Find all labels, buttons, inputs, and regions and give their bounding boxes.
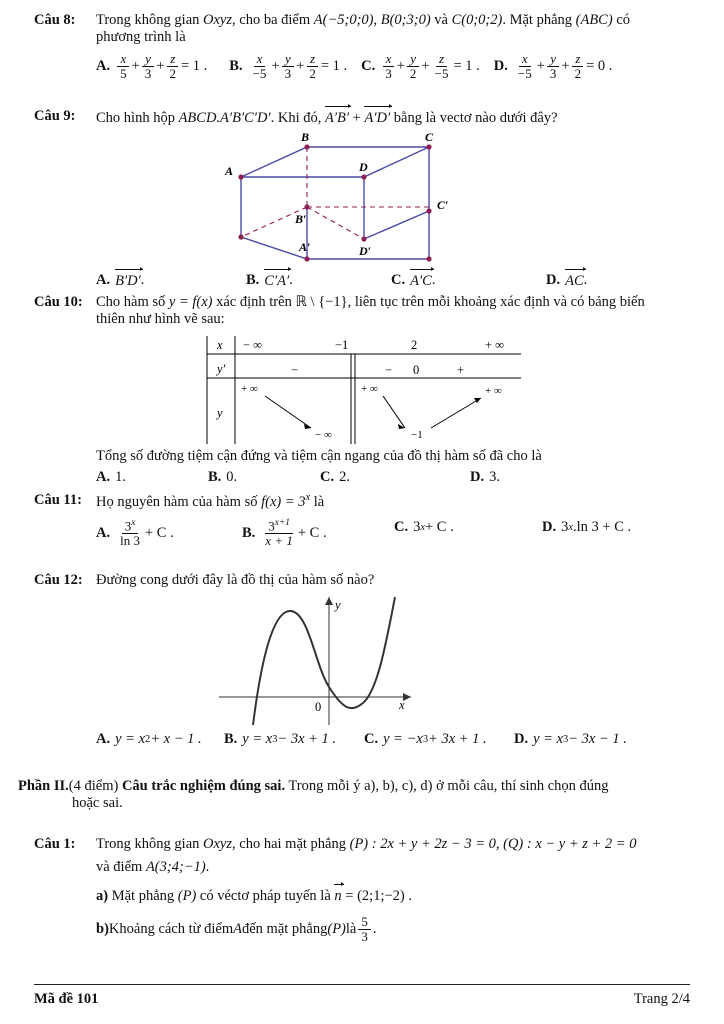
y-val-2: + ∞ <box>361 383 378 395</box>
question-10 <box>34 294 694 486</box>
y-val-3: −1 <box>411 429 423 441</box>
x-val-2: 2 <box>411 338 418 352</box>
yp-val-2: 0 <box>413 363 420 377</box>
q8-text1: Trong không gian <box>96 12 204 28</box>
part-2-line2: hoặc sai. <box>72 795 123 811</box>
question-9-stem: Cho hình hộp ABCD.A′B′C′D′. Khi đó, A′B′ + A′D′ bằng là vectơ nào dưới đây? <box>96 110 558 126</box>
question-12-options <box>96 731 694 748</box>
row-yp-name: y′ <box>217 362 226 376</box>
part-2-label: Phần II. <box>18 778 69 794</box>
question-10-label: Câu 10: <box>34 294 83 310</box>
origin-label: 0 <box>315 700 322 714</box>
option-c-label: C. <box>361 57 376 74</box>
figure-label-C: C <box>425 130 434 144</box>
option-b[interactable]: B. y = x 3 − 3x + 1 . <box>224 731 337 747</box>
option-a[interactable]: A. $\frac{x}{5}$ + $\frac{y}{3}$ + $\frac{z}{2}$ = 1 . <box>96 51 208 81</box>
q10-question-text: Tổng số đường tiệm cận đứng và tiệm cận ngang của đồ thị hàm số đã cho là <box>96 448 542 464</box>
figure-label-B: B <box>301 130 310 144</box>
q10-line2: thiên như hình vẽ sau: <box>96 311 225 327</box>
question-9-label: Câu 9: <box>34 108 76 124</box>
axis-label-x: x <box>399 698 405 712</box>
question-11-label: Câu 11: <box>34 492 82 508</box>
part2-q1-statement-a: a) Mặt phẳng (P) có véctơ pháp tuyến là n = (2;1;−2) . <box>96 888 412 904</box>
page-number: Trang 2/4 <box>633 991 690 1007</box>
part-2-heading <box>18 778 698 812</box>
q9-vec2: A′D′ <box>364 110 391 126</box>
q8-oxyz: Oxyz <box>203 12 233 28</box>
plane-q-equation: (Q) : x − y + z + 2 = 0 <box>503 836 637 852</box>
q10-domain-set: ℝ \ {−1} <box>295 294 348 310</box>
exam-code: Mã đề 101 <box>34 991 99 1007</box>
part2-question-1-label: Câu 1: <box>34 836 76 852</box>
part-2-line1: Phần II.(4 điểm) Câu trắc nghiệm đúng sai. Trong mỗi ý a), b), c), d) ở mỗi câu, thí sinh chọn đúng <box>18 778 609 794</box>
page-footer <box>34 984 690 1008</box>
option-a-frac1: $\frac{x}{5}$ <box>117 52 130 80</box>
option-c[interactable]: C. 3 x + C . <box>394 518 454 535</box>
question-9 <box>34 108 694 290</box>
q10-function: y = f(x) <box>168 294 213 310</box>
y-val-0: + ∞ <box>241 383 258 395</box>
q8-point-b: B(0;3;0) <box>380 12 431 28</box>
figure-label-B-prime: B′ <box>295 212 307 226</box>
option-a[interactable]: A. y = x 2 + x − 1 . <box>96 731 202 747</box>
option-d[interactable]: D. 3 x .ln 3 + C . <box>542 518 632 535</box>
x-val-0: − ∞ <box>243 338 263 352</box>
q8-text2: , cho ba điểm <box>232 12 314 28</box>
q8-plane: (ABC) <box>575 12 613 28</box>
option-a[interactable]: A. B′D′ . <box>96 272 145 289</box>
option-d[interactable]: D. y = x 3 − 3x − 1 . <box>514 731 627 747</box>
question-12 <box>34 572 694 748</box>
option-c[interactable]: C. $\frac{x}{3}$ + $\frac{y}{2}$ + $\frac{z}{-5}$ = 1 . <box>361 51 480 81</box>
option-d[interactable]: D. AC . <box>546 272 588 289</box>
option-b[interactable]: B. $\frac{3^{x+1}}{x + 1}$ + C . <box>242 517 327 548</box>
y-val-1: − ∞ <box>315 429 332 441</box>
x-val-1: −1 <box>335 338 349 352</box>
part2-q1-line2: và điểm A(3;4;−1). <box>96 859 210 875</box>
variation-table <box>34 332 694 448</box>
option-d[interactable]: D. 3. <box>470 469 500 485</box>
x-val-3: + ∞ <box>485 338 505 352</box>
option-d-label: D. <box>493 57 508 74</box>
option-a-label: A. <box>96 57 111 74</box>
question-10-options <box>96 469 694 486</box>
q8-text3: . Mặt phẳng <box>502 12 576 28</box>
q8-point-a: A(−5;0;0) <box>313 12 374 28</box>
y-val-4: + ∞ <box>485 385 502 397</box>
q8-comma: , <box>373 12 381 28</box>
plane-p-equation: (P) : 2x + y + 2z − 3 = 0, <box>349 836 500 852</box>
question-11 <box>34 492 694 547</box>
figure-label-A-prime: A′ <box>299 240 311 254</box>
option-b[interactable]: B. 0. <box>208 469 238 485</box>
option-a[interactable]: A. $\frac{3^x}{\ln 3}$ + C . <box>96 517 174 548</box>
question-8-options <box>96 52 694 80</box>
figure-label-D: D <box>359 160 368 174</box>
question-9-options <box>96 271 694 290</box>
part2-q1-statement-b: b) Khoảng cách từ điểm A đến mặt phẳng (P) là $\frac{5}{3}$ . <box>96 914 377 944</box>
yp-val-3: + <box>457 363 465 377</box>
q8-text4: có <box>612 12 630 28</box>
figure-label-A: A <box>225 164 234 178</box>
question-12-stem: Đường cong dưới đây là đồ thị của hàm số nào? <box>96 572 375 588</box>
part2-question-1 <box>34 836 694 943</box>
question-8 <box>34 12 694 80</box>
yp-val-0: − <box>291 363 299 377</box>
option-b-label: B. <box>229 57 243 74</box>
parallelepiped-figure <box>34 129 694 269</box>
q9-text2: . Khi đó, <box>270 110 325 126</box>
yp-val-1: − <box>385 363 393 377</box>
option-b[interactable]: B. C′A′ . <box>246 272 293 289</box>
q9-box: ABCD.A′B′C′D′ <box>178 110 271 126</box>
q9-vec1: A′B′ <box>324 110 350 126</box>
question-12-label: Câu 12: <box>34 572 83 588</box>
row-y-name: y <box>217 406 223 420</box>
option-c[interactable]: C. 2. <box>320 469 350 485</box>
question-8-stem <box>96 12 694 46</box>
figure-label-D-prime: D′ <box>359 244 372 258</box>
option-c[interactable]: C. A′C . <box>391 272 436 289</box>
question-8-label: Câu 8: <box>34 12 76 28</box>
part2-question-1-stem: Trong không gian Oxyz, cho hai mặt phẳng (P) : 2x + y + 2z − 3 = 0, (Q) : x − y + z + 2 = 0 và điểm A(3;4;−1). a) Mặt phẳng (P) có véctơ pháp tuyến là n = (2;1;−2) . b) Khoảng cách từ điểm A đến mặt phẳng (P) là $\frac{5}{3}$ . <box>96 836 694 943</box>
row-x-name: x <box>217 338 223 352</box>
normal-vector: n <box>334 888 342 904</box>
q8-and: và <box>430 12 452 28</box>
figure-label-C-prime: C′ <box>437 198 449 212</box>
question-11-options <box>96 519 694 548</box>
q9-text3: bằng là vectơ nào dưới đây? <box>390 110 558 126</box>
q8-point-c: C(0;0;2) <box>451 12 503 28</box>
point-a: A(3;4;−1) <box>145 859 206 875</box>
cubic-graph-figure <box>34 591 694 731</box>
option-d[interactable]: D. $\frac{x}{-5}$ + $\frac{y}{3}$ + $\frac{z}{2}$ = 0 . <box>493 51 613 81</box>
part-2-title: Câu trắc nghiệm đúng sai. <box>121 778 286 794</box>
option-a-frac2: $\frac{y}{3}$ <box>142 52 155 80</box>
option-a-frac3: $\frac{z}{2}$ <box>166 52 179 80</box>
question-10-stem: Cho hàm số y = f(x) xác định trên ℝ \ {−1}, liên tục trên mỗi khoảng xác định và có bảng biến thiên như hình vẽ sau: <box>96 294 694 328</box>
option-b[interactable]: B. $\frac{x}{-5}$ + $\frac{y}{3}$ + $\frac{z}{2}$ = 1 . <box>229 51 348 81</box>
distance-fraction: $\frac{5}{3}$ <box>358 915 371 943</box>
option-a[interactable]: A. 1. <box>96 469 126 485</box>
q8-line2: phương trình là <box>96 29 186 45</box>
q11-function: f(x) = 3 <box>261 493 306 510</box>
axis-label-y: y <box>335 598 341 612</box>
option-c[interactable]: C. y = −x 3 + 3x + 1 . <box>364 731 487 747</box>
q9-text1: Cho hình hộp <box>96 110 179 126</box>
question-11-stem: Họ nguyên hàm của hàm số $f(x) = 3^x$ là <box>96 492 325 510</box>
